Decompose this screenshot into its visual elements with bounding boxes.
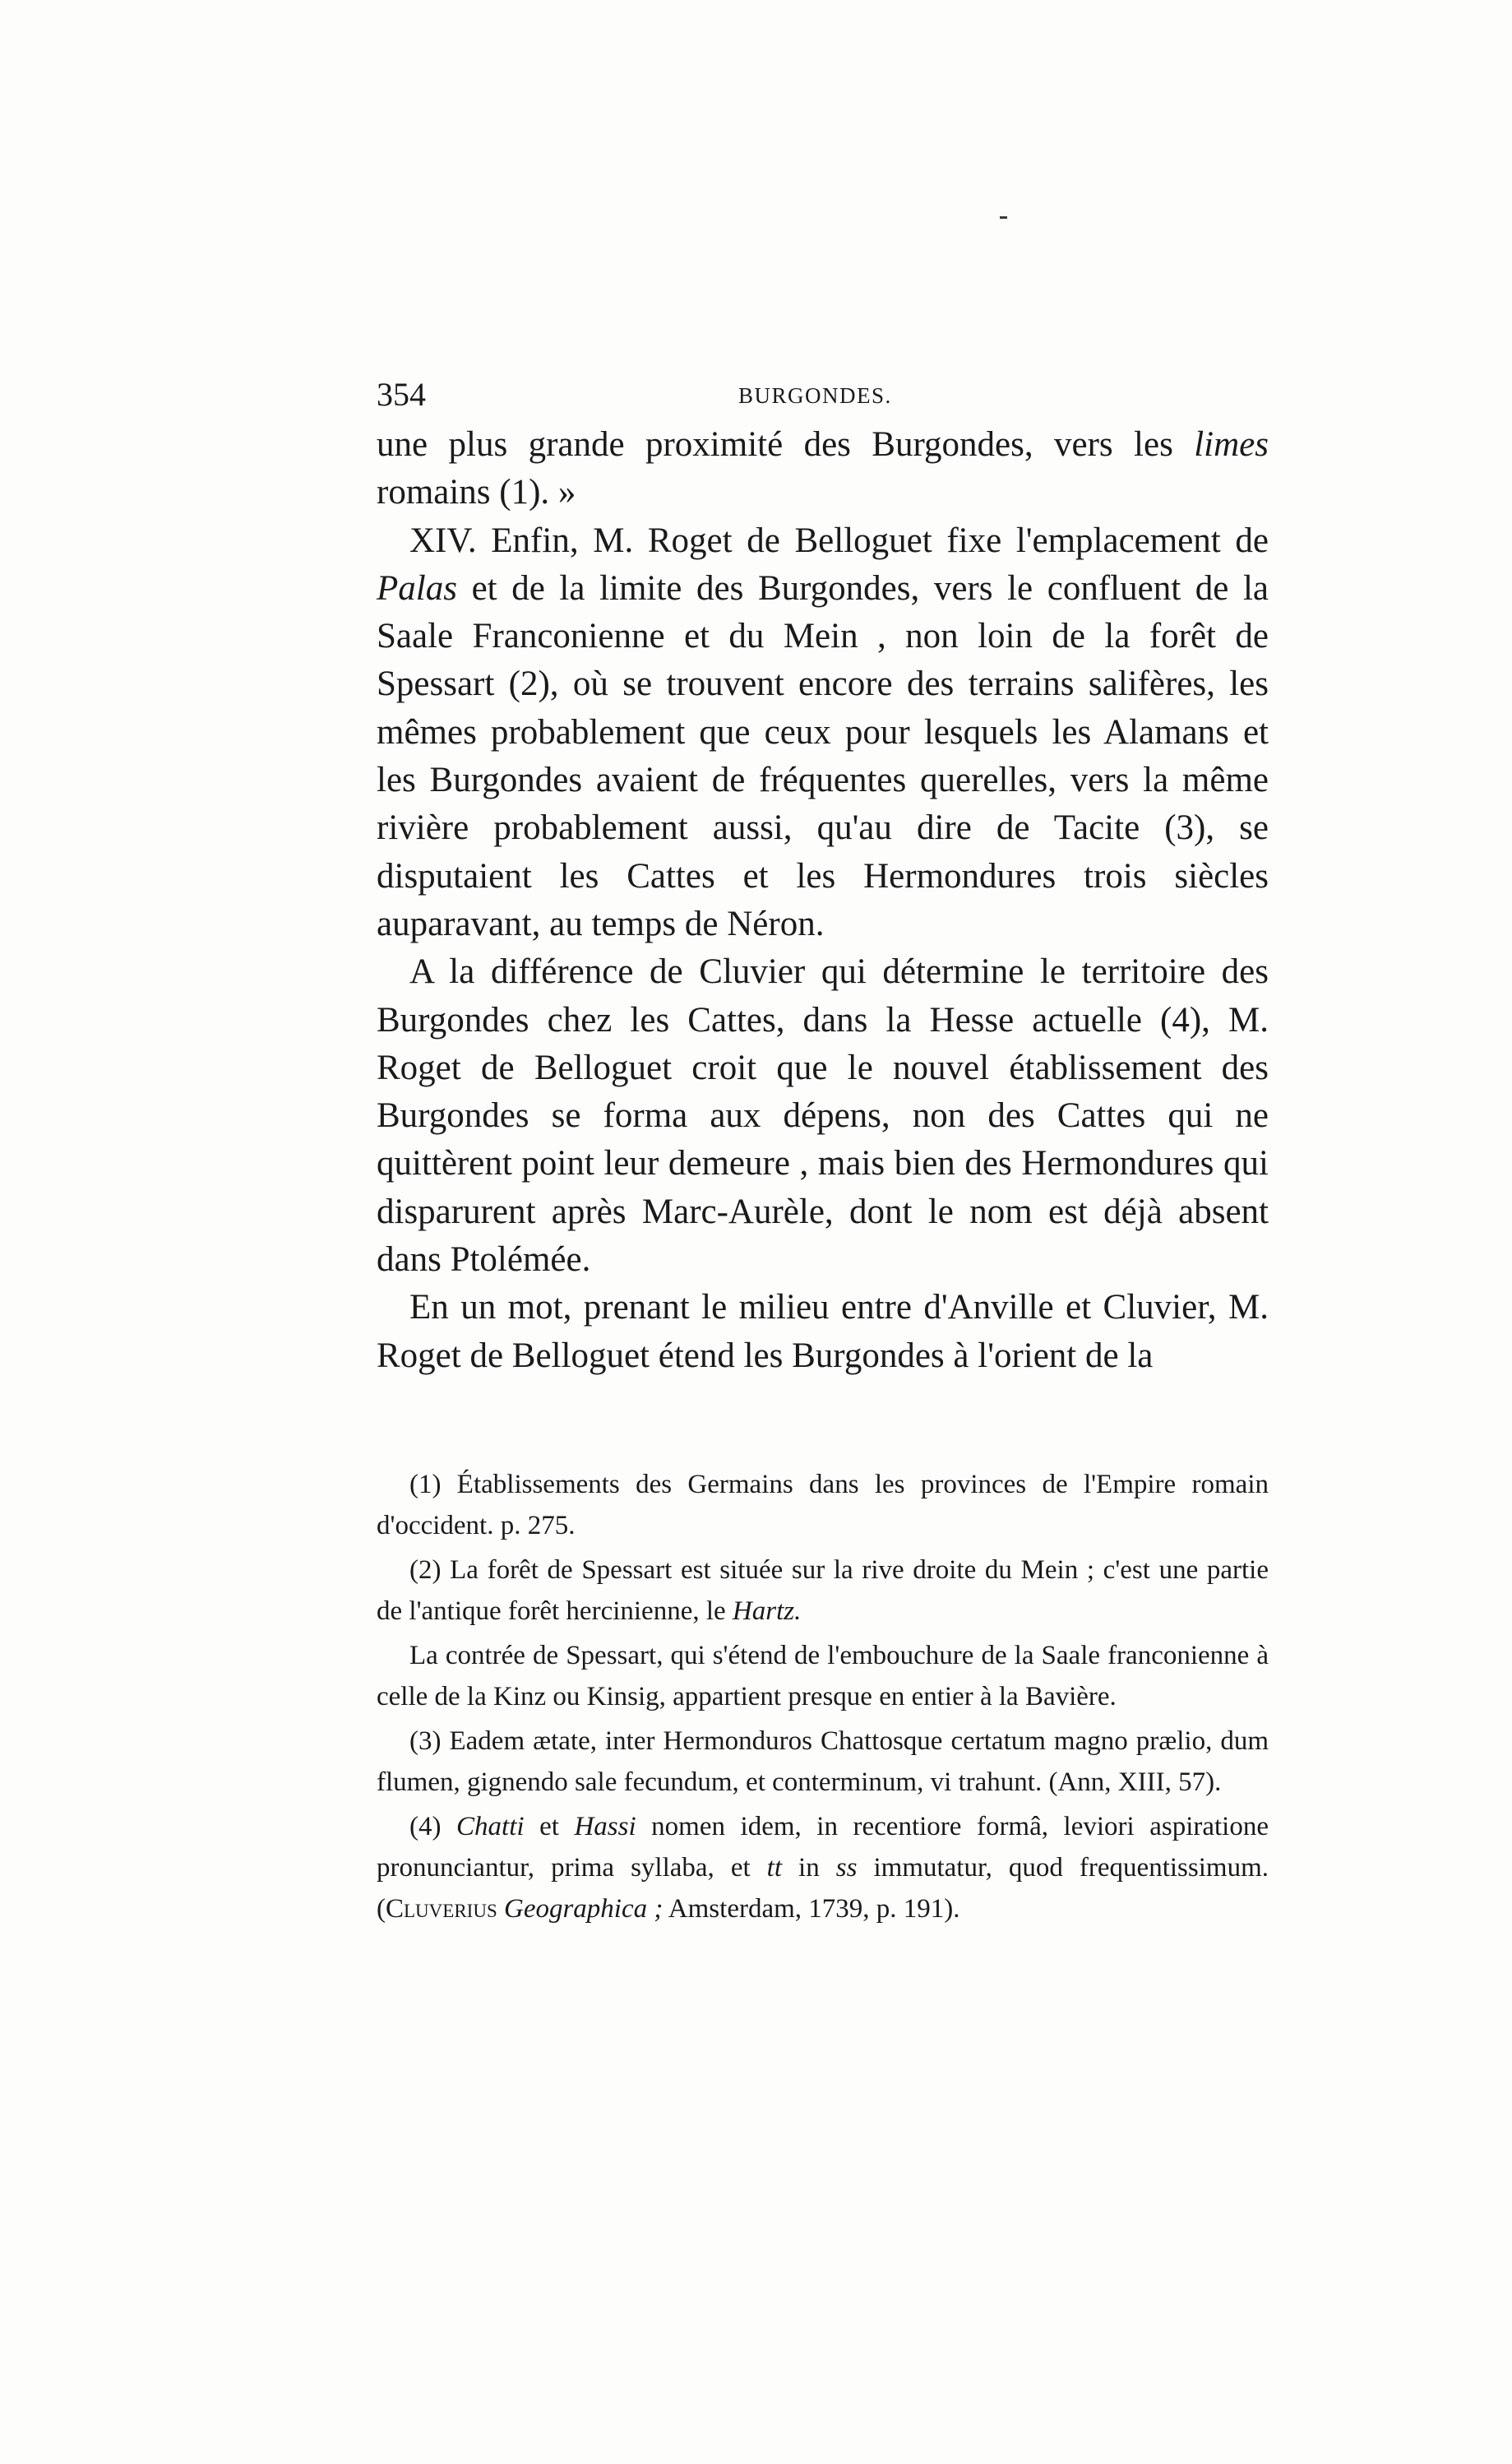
- text-run: (2) La forêt de Spessart est située sur la rive droite du Mein ; c'est une partie de l'antique forêt hercinienne, le: [377, 1555, 1269, 1626]
- text-run: (4): [409, 1812, 457, 1841]
- running-title: BURGONDES.: [738, 383, 892, 408]
- footnote-2-continued: La contrée de Spessart, qui s'étend de l'embouchure de la Saale franconienne à celle de la Kinz ou Kinsig, appartient presque en entier à la Bavière.: [377, 1641, 1269, 1711]
- paragraph-cluvier: A la différence de Cluvier qui détermine le territoire des Burgondes chez les Cattes, dans la Hesse actuelle (4), M. Roget de Belloguet croit que le nouvel établissement des Burgondes se forma aux dépens, non des Cattes qui ne quittèrent point leur demeure , mais bien des Hermondures qui disparurent après Marc-Aurèle, dont le nom est déjà absent dans Ptolémée.: [377, 952, 1269, 1280]
- text-run: immutatur, quod frequentissimum. (: [377, 1853, 1269, 1924]
- footnote-3: (3) Eadem ætate, inter Hermonduros Chattosque certatum magno prælio, dum flumen, gignendo sale fecundum, et conterminum, vi trahunt. (Ann, XIII, 57).: [377, 1726, 1269, 1797]
- text-run: et de la limite des Burgondes, vers le confluent de la Saale Franconienne et du Mein , non loin de la forêt de Spessart (2), où se trouvent encore des terrains salifères, les mêmes probablement que ceux pour lesquels les Alamans et les Burgondes avaient de fréquentes querelles, vers la même rivière probablement aussi, qu'au dire de Tacite (3), se disputaient les Cattes et les Hermondures trois siècles auparavant, au temps de Néron.: [377, 568, 1269, 943]
- text-run: in: [782, 1853, 836, 1883]
- italic-term: Palas: [377, 568, 457, 608]
- italic-term: Hassi: [574, 1812, 636, 1841]
- text-run: romains (1). »: [377, 473, 576, 512]
- footnote-1: (1) Établissements des Germains dans les provinces de l'Empire romain d'occident. p. 275.: [377, 1470, 1269, 1540]
- footnote-2: [377, 1549, 1269, 1632]
- page-number: 354: [377, 376, 426, 413]
- italic-term: ss: [835, 1853, 858, 1883]
- footnote-4: [377, 1806, 1269, 1929]
- page-header: [377, 375, 1281, 424]
- text-run: et: [524, 1812, 575, 1841]
- author-name: Cluverius: [386, 1894, 497, 1924]
- paragraph-conclusion: En un mot, prenant le milieu entre d'Anville et Cluvier, M. Roget de Belloguet étend les Burgondes à l'orient de la: [377, 1288, 1269, 1375]
- italic-term: Hartz.: [732, 1596, 802, 1626]
- text-run: XIV. Enfin, M. Roget de Belloguet fixe l'emplacement de: [409, 521, 1269, 560]
- paragraph-continuation: [377, 421, 1269, 517]
- main-text: [377, 421, 1269, 1380]
- italic-term: Geographica ;: [497, 1894, 664, 1924]
- scan-speck: [1000, 216, 1007, 219]
- italic-term: Chatti: [456, 1812, 525, 1841]
- paragraph-xiv: [377, 517, 1269, 949]
- text-run: nomen idem, in recentiore formâ, leviori aspiratione pronunciantur, prima syllaba, et: [377, 1812, 1269, 1883]
- italic-term: tt: [766, 1853, 783, 1883]
- text-run: Amsterdam, 1739, p. 191).: [663, 1894, 960, 1924]
- italic-term: limes: [1194, 425, 1269, 464]
- footnotes: [377, 1464, 1269, 1933]
- text-run: une plus grande proximité des Burgondes, vers les: [377, 425, 1195, 464]
